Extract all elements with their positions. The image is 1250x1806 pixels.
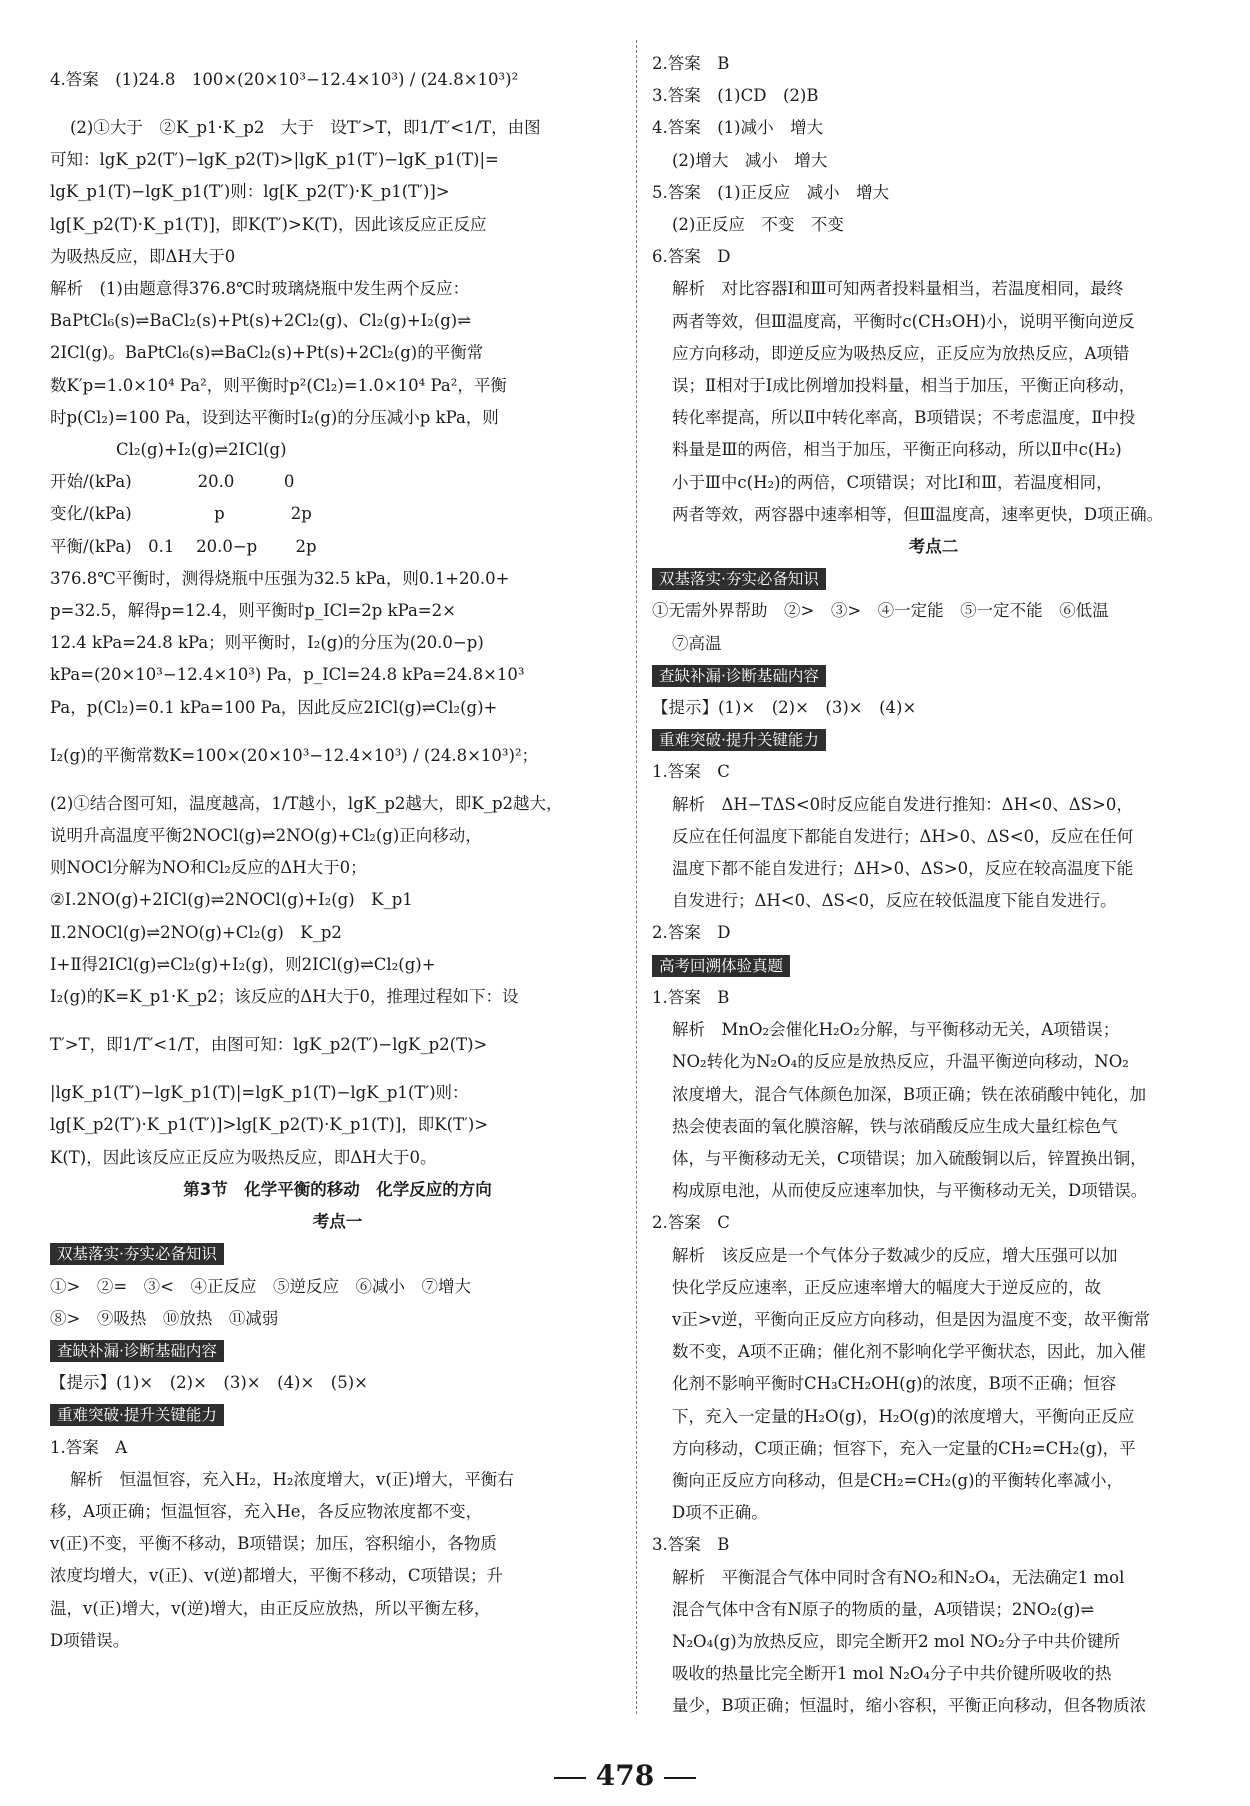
analysis-line: 数不变，A项不正确；催化剂不影响化学平衡状态，因此，加入催 xyxy=(672,1342,1146,1362)
text-line: K(T)，因此该反应正反应为吸热反应，即ΔH大于0。 xyxy=(50,1147,437,1167)
text-line: T′>T，即1/T′<1/T，由图可知：lgK_p2(T′)−lgK_p2(T)> xyxy=(50,1035,488,1055)
text-line: (2)①结合图可知，温度越高，1/T越小，lgK_p2越大，即K_p2越大， xyxy=(50,793,563,813)
text-line: (2)①大于 ②K_p1·K_p2 大于 设T′>T，即1/T′<1/T，由图 xyxy=(70,118,541,137)
dash-left xyxy=(554,1777,586,1779)
analysis-line: 误；Ⅱ相对于Ⅰ成比例增加投料量，相当于加压，平衡正向移动， xyxy=(672,376,1136,396)
answer-line: 2.答案 D xyxy=(652,923,731,943)
text-line: 解析 (1)由题意得376.8℃时玻璃烧瓶中发生两个反应： xyxy=(50,279,470,299)
analysis-line: D项不正确。 xyxy=(672,1503,768,1523)
section-bar: 双基落实·夯实必备知识 xyxy=(50,1243,224,1265)
section-title: 第3节 化学平衡的移动 化学反应的方向 xyxy=(183,1179,492,1199)
equation-line: I₂(g)的平衡常数K=100×(20×10³−12.4×10³) / (24.8×10³)²； xyxy=(50,745,539,765)
text-line: 可知：lgK_p2(T′)−lgK_p2(T)>|lgK_p1(T′)−lgK_p1(T)|= xyxy=(50,150,499,170)
text-line: Ⅰ+Ⅱ得2ICl(g)⇌Cl₂(g)+I₂(g)，则2ICl(g)⇌Cl₂(g)+ xyxy=(50,954,436,974)
section-bar: 高考回溯体验真题 xyxy=(652,955,790,977)
analysis-line: 反应在任何温度下都能自发进行；ΔH>0、ΔS<0，反应在任何 xyxy=(672,826,1134,846)
kaodian-heading: 考点一 xyxy=(312,1212,363,1232)
section-bar: 重难突破·提升关键能力 xyxy=(50,1404,224,1426)
analysis-line: 解析 MnO₂会催化H₂O₂分解，与平衡移动无关，A项错误； xyxy=(672,1020,1120,1040)
left-column xyxy=(50,48,625,1657)
answer-line: 4.答案 (1)减小 增大 xyxy=(652,118,824,138)
text-line: 时p(Cl₂)=100 Pa，设到达平衡时I₂(g)的分压减小p kPa，则 xyxy=(50,407,499,427)
text-line: lg[K_p2(T)·K_p1(T)]，即K(T′)>K(T)，因此该反应正反应 xyxy=(50,214,487,234)
analysis-line: 转化率提高，所以Ⅱ中转化率高，B项错误；不考虑温度，Ⅱ中投 xyxy=(672,408,1136,428)
answer-4-line: 4.答案 (1)24.8 100×(20×10³−12.4×10³) / (24.8×10³)² xyxy=(50,70,519,89)
analysis-line: 构成原电池，从而使反应速率加快，与平衡移动无关，D项错误。 xyxy=(672,1181,1148,1201)
analysis-line: 热会使表面的氧化膜溶解，铁与浓硝酸反应生成大量红棕色气 xyxy=(672,1116,1118,1136)
analysis-line: 下，充入一定量的H₂O(g)，H₂O(g)的浓度增大，平衡向正反应 xyxy=(672,1406,1135,1426)
analysis-line: N₂O₄(g)为放热反应，即完全断开2 mol NO₂分子中共价键所 xyxy=(672,1631,1121,1651)
text-line: 为吸热反应，即ΔH大于0 xyxy=(50,246,236,266)
text-line: I₂(g)的K=K_p1·K_p2；该反应的ΔH大于0，推理过程如下：设 xyxy=(50,987,519,1007)
section-bar: 重难突破·提升关键能力 xyxy=(652,729,826,751)
answer-line: 1.答案 A xyxy=(50,1437,128,1457)
analysis-line: 自发进行；ΔH<0、ΔS<0，反应在较低温度下能自发进行。 xyxy=(672,891,1117,911)
analysis-line: 应方向移动，即逆反应为吸热反应，正反应为放热反应，A项错 xyxy=(672,343,1130,363)
equation-line: Cl₂(g)+I₂(g)⇌2ICl(g) xyxy=(50,440,287,460)
analysis-line: 量少，B项正确；恒温时，缩小容积，平衡正向移动，但各物质浓 xyxy=(672,1696,1147,1716)
analysis-line: 温度下都不能自发进行；ΔH>0、ΔS>0，反应在较高温度下能 xyxy=(672,859,1134,879)
analysis-line: 快化学反应速率，正反应速率增大的幅度大于逆反应的，故 xyxy=(672,1277,1101,1297)
text-line: p=32.5，解得p=12.4，则平衡时p_ICl=2p kPa=2× xyxy=(50,601,456,621)
tips-line: 【提示】(1)× (2)× (3)× (4)× xyxy=(652,698,917,718)
tips-line: 【提示】(1)× (2)× (3)× (4)× (5)× xyxy=(50,1373,368,1393)
knowledge-line: ⑧> ⑨吸热 ⑩放热 ⑪减弱 xyxy=(50,1308,279,1328)
answer-line: 3.答案 B xyxy=(652,1535,730,1555)
text-line: 376.8℃平衡时，测得烧瓶中压强为32.5 kPa，则0.1+20.0+ xyxy=(50,568,510,588)
analysis-line: 浓度均增大，v(正)、v(逆)都增大，平衡不移动，C项错误；升 xyxy=(50,1566,504,1586)
analysis-line: 温，v(正)增大，v(逆)增大，由正反应放热，所以平衡左移， xyxy=(50,1598,491,1618)
text-line: 说明升高温度平衡2NOCl(g)⇌2NO(g)+Cl₂(g)正向移动， xyxy=(50,826,482,846)
analysis-line: v正>v逆，平衡向正反应方向移动，但是因为温度不变，故平衡常 xyxy=(672,1309,1150,1329)
answer-line: 1.答案 C xyxy=(652,762,730,782)
text-line: 则NOCl分解为NO和Cl₂反应的ΔH大于0； xyxy=(50,858,367,878)
section-bar: 双基落实·夯实必备知识 xyxy=(652,568,826,590)
table-row-equilibrium: 平衡/(kPa) 0.1 20.0−p 2p xyxy=(50,536,317,556)
analysis-line: 化剂不影响平衡时CH₃CH₂OH(g)的浓度，B项不正确；恒容 xyxy=(672,1374,1117,1394)
text-line: 数K′p=1.0×10⁴ Pa²，则平衡时p²(Cl₂)=1.0×10⁴ Pa²，平衡 xyxy=(50,375,507,395)
answer-line: 1.答案 B xyxy=(652,987,730,1007)
answer-line: 2.答案 C xyxy=(652,1213,730,1233)
table-row-change: 变化/(kPa) p 2p xyxy=(50,504,312,524)
analysis-line: 吸收的热量比完全断开1 mol N₂O₄分子中共价键所吸收的热 xyxy=(672,1664,1112,1684)
text-line: 12.4 kPa=24.8 kPa；则平衡时，I₂(g)的分压为(20.0−p) xyxy=(50,633,484,653)
knowledge-line: ①无需外界帮助 ②> ③> ④一定能 ⑤一定不能 ⑥低温 xyxy=(652,601,1109,621)
text-line: ②Ⅰ.2NO(g)+2ICl(g)⇌2NOCl(g)+I₂(g) K_p1 xyxy=(50,890,413,910)
analysis-line: 两者等效，但Ⅲ温度高，平衡时c(CH₃OH)小，说明平衡向逆反 xyxy=(672,311,1135,331)
answer-line: (2)正反应 不变 不变 xyxy=(672,215,844,235)
answer-line: (2)增大 减小 增大 xyxy=(672,150,828,170)
text-line: lgK_p1(T)−lgK_p1(T′)则：lg[K_p2(T′)·K_p1(T′)]> xyxy=(50,182,450,202)
analysis-line: 小于Ⅲ中c(H₂)的两倍，C项错误；对比Ⅰ和Ⅲ，若温度相同， xyxy=(672,472,1113,492)
answer-line: 5.答案 (1)正反应 减小 增大 xyxy=(652,182,890,202)
analysis-line: 解析 恒温恒容，充入H₂，H₂浓度增大，v(正)增大，平衡右 xyxy=(70,1469,514,1489)
analysis-line: 方向移动，C项正确；恒容下，充入一定量的CH₂=CH₂(g)，平 xyxy=(672,1438,1136,1458)
text-line: kPa=(20×10³−12.4×10³) Pa，p_ICl=24.8 kPa=24.8×10³ xyxy=(50,665,525,685)
analysis-line: 解析 平衡混合气体中同时含有NO₂和N₂O₄，无法确定1 mol xyxy=(672,1567,1125,1587)
analysis-line: 解析 对比容器Ⅰ和Ⅲ可知两者投料量相当，若温度相同，最终 xyxy=(672,279,1124,299)
text-line: Ⅱ.2NOCl(g)⇌2NO(g)+Cl₂(g) K_p2 xyxy=(50,922,342,942)
knowledge-line: ⑦高温 xyxy=(672,633,722,653)
section-bar: 查缺补漏·诊断基础内容 xyxy=(652,665,826,687)
analysis-line: 两者等效，两容器中速率相等，但Ⅲ温度高，速率更快，D项正确。 xyxy=(672,504,1164,524)
page-number xyxy=(0,1760,1250,1792)
section-bar: 查缺补漏·诊断基础内容 xyxy=(50,1340,224,1362)
table-row-start: 开始/(kPa) 20.0 0 xyxy=(50,472,295,492)
knowledge-line: ①> ②= ③< ④正反应 ⑤逆反应 ⑥减小 ⑦增大 xyxy=(50,1276,471,1296)
page-number-text: 478 xyxy=(595,1759,655,1792)
answer-line: 6.答案 D xyxy=(652,247,731,267)
dash-right xyxy=(664,1777,696,1779)
analysis-line: 混合气体中含有N原子的物质的量，A项错误；2NO₂(g)⇌ xyxy=(672,1599,1095,1619)
analysis-line: 衡向正反应方向移动，但是CH₂=CH₂(g)的平衡转化率减小， xyxy=(672,1470,1124,1490)
analysis-line: 浓度增大，混合气体颜色加深，B项正确；铁在浓硝酸中钝化，加 xyxy=(672,1084,1147,1104)
analysis-line: 料量是Ⅲ的两倍，相当于加压，平衡正向移动，所以Ⅱ中c(H₂) xyxy=(672,440,1122,460)
text-line: Pa，p(Cl₂)=0.1 kPa=100 Pa，因此反应2ICl(g)⇌Cl₂(g)+ xyxy=(50,697,498,717)
text-line: lg[K_p2(T′)·K_p1(T′)]>lg[K_p2(T)·K_p1(T)]，即K(T′)> xyxy=(50,1115,489,1135)
analysis-line: v(正)不变，平衡不移动，B项错误；加压，容积缩小，各物质 xyxy=(50,1534,497,1554)
analysis-line: 解析 该反应是一个气体分子数减少的反应，增大压强可以加 xyxy=(672,1245,1118,1265)
kaodian-heading: 考点二 xyxy=(908,537,959,557)
answer-line: 3.答案 (1)CD (2)B xyxy=(652,86,819,106)
analysis-line: D项错误。 xyxy=(50,1630,130,1650)
text-line: BaPtCl₆(s)⇌BaCl₂(s)+Pt(s)+2Cl₂(g)、Cl₂(g)+I₂(g)⇌ xyxy=(50,311,472,331)
text-line: |lgK_p1(T′)−lgK_p1(T)|=lgK_p1(T)−lgK_p1(T′)则： xyxy=(50,1083,469,1103)
analysis-line: 体，与平衡移动无关，C项错误；加入硫酸铜以后，锌置换出铜， xyxy=(672,1148,1147,1168)
analysis-line: 解析 ΔH−TΔS<0时反应能自发进行推知：ΔH<0、ΔS>0， xyxy=(672,794,1133,814)
analysis-line: NO₂转化为N₂O₄的反应是放热反应，升温平衡逆向移动，NO₂ xyxy=(672,1052,1129,1072)
column-divider xyxy=(636,40,637,1714)
answer-line: 2.答案 B xyxy=(652,54,730,73)
right-column xyxy=(652,48,1215,1723)
text-line: 2ICl(g)。BaPtCl₆(s)⇌BaCl₂(s)+Pt(s)+2Cl₂(g)的平衡常 xyxy=(50,343,484,363)
analysis-line: 移，A项正确；恒温恒容，充入He，各反应物浓度都不变， xyxy=(50,1501,483,1521)
